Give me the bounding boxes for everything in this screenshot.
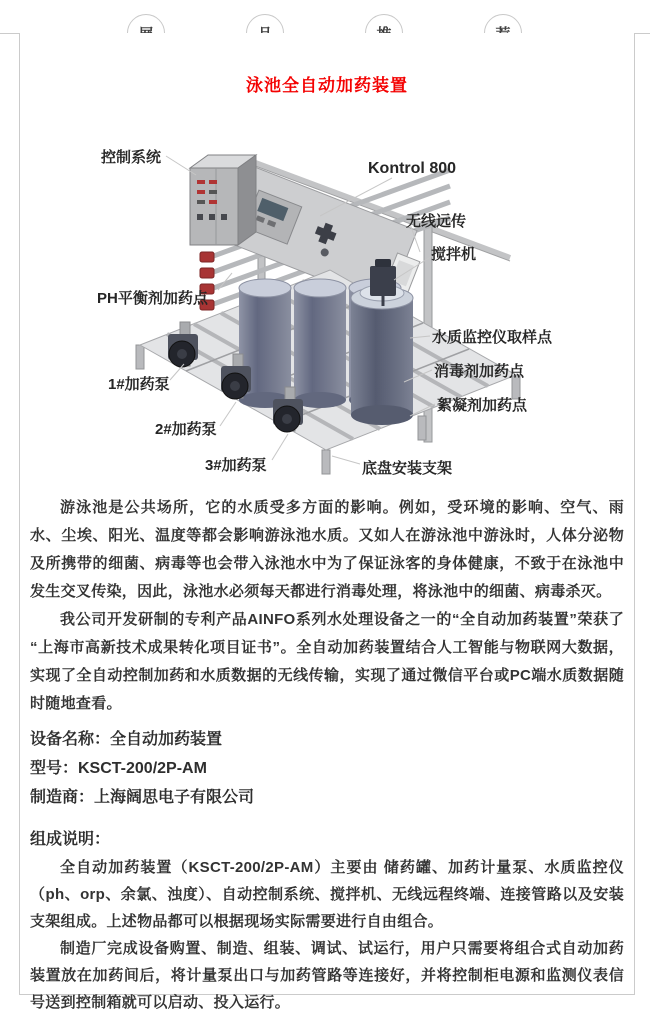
intro-section [30,494,624,718]
label-mixer: 搅拌机 [431,246,477,263]
label-disinfectant-point: 消毒剂加药点 [434,363,525,380]
spec-section [30,725,624,812]
composition-paragraph-2: 制造厂完成设备购置、制造、组装、调试、试运行，用户只需要将组合式自动加药装置放在加药间后，将计量泵出口与加药管路等连接好，并将控制柜电源和监测仪表信号送到控制箱就可以启动、投入运行。 [30,940,624,1011]
label-control-system: 控制系统 [101,149,162,166]
composition-paragraph-1: 全自动加药装置（KSCT-200/2P-AM）主要由 储药罐、加药计量泵、水质监控仪（ph、orp、余氯、浊度）、自动控制系统、搅拌机、无线远程终端、连接管路以及安装支架组成。上述物品都可以根据现场实际需要进行自由组合。 [30,859,624,930]
label-water-quality-sample: 水质监控仪取样点 [432,329,553,346]
equipment-diagram [20,130,634,480]
intro-paragraph-2: 我公司开发研制的专利产品AINFO系列水处理设备之一的“全自动加药装置”荣获了“上海市高新技术成果转化项目证书”。全自动加药装置结合人工智能与物联网大数据，实现了全自动控制加药和水质数据的无线传输，实现了通过微信平台或PC端水质数据随时随地查看。 [30,611,624,712]
spec-manufacturer: 制造商：上海阔思电子有限公司 [30,789,255,806]
label-pump-3: 3#加药泵 [205,457,267,474]
label-ph-balancer-point: PH平衡剂加药点 [97,290,208,307]
spec-model: 型号：KSCT-200/2P-AM [30,760,207,777]
label-kontrol-800: Kontrol 800 [368,160,457,177]
intro-paragraph-1: 游泳池是公共场所，它的水质受多方面的影响。例如，受环境的影响、空气、雨水、尘埃、阳光、温度等都会影响游泳池水质。又如人在游泳池中游泳时，人体分泌物及所携带的细菌、病毒等也会带入泳池水中为了保证泳客的身体健康，不致于在泳池中发生交叉传染，因此，泳池水必须每天都进行消毒处理，将泳池中的细菌、病毒杀灭。 [30,499,624,600]
composition-heading: 组成说明： [30,831,111,848]
spec-device-name: 设备名称：全自动加药装置 [30,731,223,748]
label-chassis-bracket: 底盘安装支架 [362,460,453,477]
composition-section [30,826,624,1016]
label-pump-1: 1#加药泵 [108,376,170,393]
label-pump-2: 2#加药泵 [155,421,217,438]
page-title: 泳池全自动加药装置 [246,76,408,95]
label-wireless-remote: 无线远传 [406,213,467,230]
label-flocculant-point: 絮凝剂加药点 [437,397,528,414]
content-card [19,33,635,1011]
